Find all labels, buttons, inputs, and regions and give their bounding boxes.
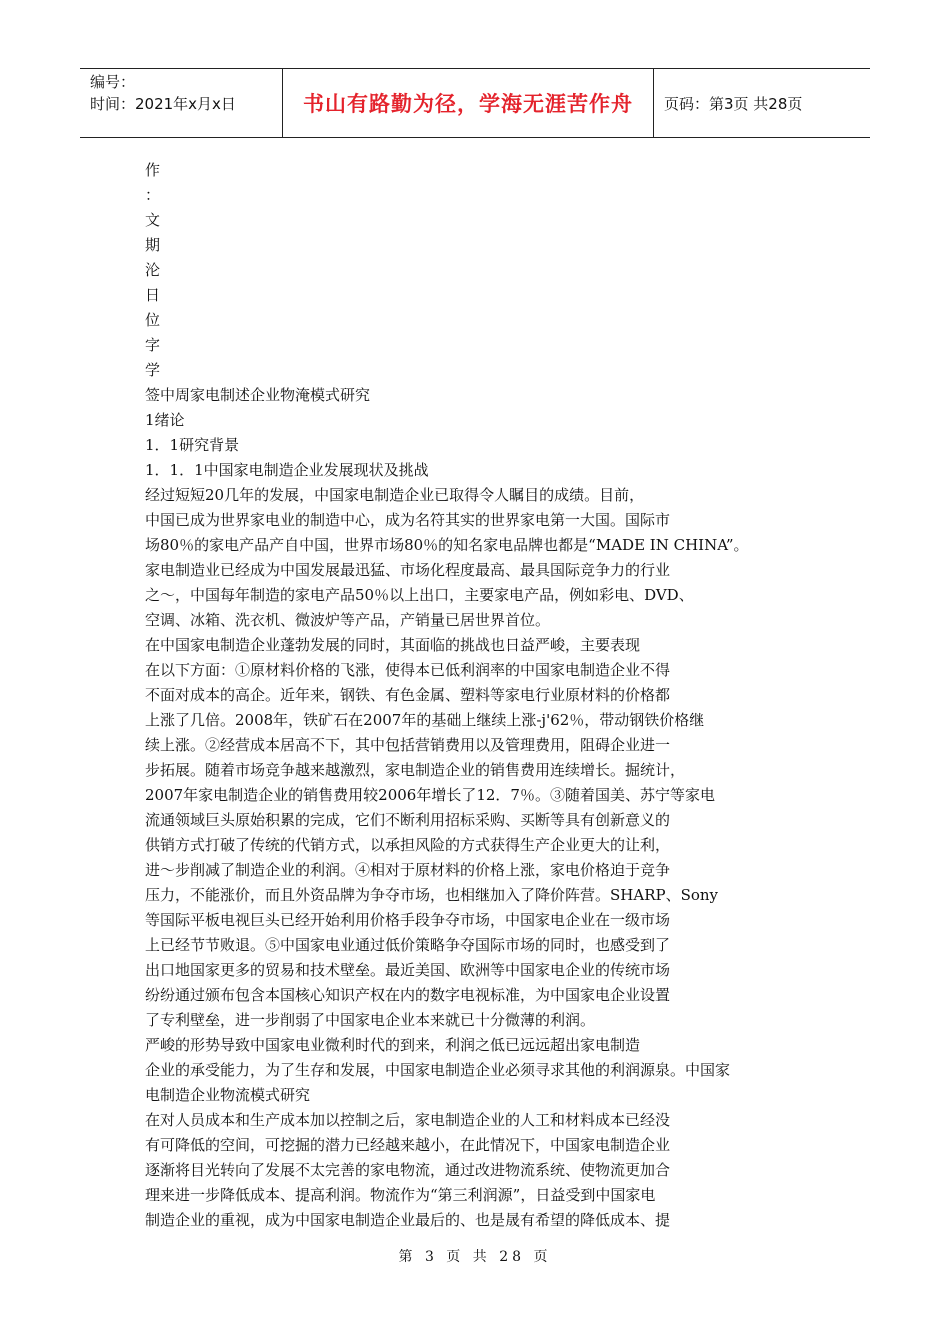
body-line: 中国已成为世界家电业的制造中心，成为名符其实的世界家电第一大国。国际市 [145, 511, 671, 529]
body-line: 纷纷通过颁布包含本国核心知识产权在内的数字电视标准，为中国家电企业设置 [145, 986, 671, 1004]
body-line: 了专利壁垒，进一步削弱了中国家电企业本来就已十分微薄的利润。 [145, 1011, 596, 1029]
body-line: 续上涨。②经营成本居高不下，其中包括营销费用以及管理费用，阻碍企业进一 [145, 736, 671, 754]
body-line: 经过短短20几年的发展，中国家电制造企业已取得令人瞩目的成绩。目前， [145, 486, 645, 504]
body-line: 严峻的形势导致中国家电业微利时代的到来，利润之低已远远超出家电制造 [145, 1036, 641, 1054]
body-line: 2007年家电制造企业的销售费用较2006年增长了12．7％。③随着国美、苏宁等家电 [145, 786, 715, 804]
body-line: 上涨了几倍。2008年，铁矿石在2007年的基础上继续上涨-j'62％，带动钢铁价格继 [145, 711, 705, 729]
header-motto: 书山有路勤为径，学海无涯苦作舟 [303, 92, 633, 116]
header-motto-cell [282, 69, 654, 137]
vertical-char: 沦 [145, 261, 161, 279]
vertical-char: 日 [145, 286, 161, 304]
body-line: 制造企业的重视，成为中国家电制造企业最后的、也是晟有希望的降低成本、提 [145, 1211, 671, 1229]
document-body [145, 158, 825, 1233]
document-number-label: 编号： [90, 73, 136, 91]
section-heading: 1绪论 [145, 411, 185, 429]
body-line: 理来进一步降低成本、提高利润。物流作为“第三利润源”，日益受到中国家电 [145, 1186, 656, 1204]
header-meta [80, 69, 282, 137]
vertical-char: 位 [145, 311, 161, 329]
vertical-char: 学 [145, 361, 161, 379]
body-line: 流通领域巨头原始积累的完成，它们不断利用招标采购、买断等具有创新意义的 [145, 811, 671, 829]
header-page-number: 页码：第3页 共28页 [664, 94, 803, 113]
body-line: 场80％的家电产品产自中国，世界市场80％的知名家电品牌也都是“MADE IN CHINA”。 [145, 536, 749, 554]
vertical-char: 文 [145, 211, 161, 229]
subsubsection-heading: 1．1．1中国家电制造企业发展现状及挑战 [145, 461, 429, 479]
subsection-heading: 1．1研究背景 [145, 436, 240, 454]
document-time-label: 时间：2021年x月x日 [90, 95, 236, 113]
body-line: 在以下方面：①原材料价格的飞涨，使得本已低利润率的中国家电制造企业不得 [145, 661, 671, 679]
page-header [80, 68, 870, 138]
vertical-char: ： [145, 186, 161, 204]
document-title: 签中周家电制述企业物淹模式研究 [145, 386, 371, 404]
body-line: 进～步削减了制造企业的利润。④相对于原材料的价格上涨，家电价格迫于竞争 [145, 861, 671, 879]
body-line: 空调、冰箱、洗衣机、微波炉等产品，产销量已居世界首位。 [145, 611, 551, 629]
body-line: 压力，不能涨价，而且外资品牌为争夺市场，也相继加入了降价阵营。SHARP、Sony [145, 886, 719, 904]
vertical-char: 作 [145, 161, 161, 179]
body-line: 家电制造业已经成为中国发展最迅猛、市场化程度最高、最具国际竞争力的行业 [145, 561, 671, 579]
vertical-char: 期 [145, 236, 161, 254]
body-line: 出口地国家更多的贸易和技术壁垒。最近美国、欧洲等中国家电企业的传统市场 [145, 961, 671, 979]
body-line: 不面对成本的高企。近年来，钢铁、有色金属、塑料等家电行业原材料的价格都 [145, 686, 671, 704]
body-line: 在对人员成本和生产成本加以控制之后，家电制造企业的人工和材料成本已经没 [145, 1111, 671, 1129]
body-line: 供销方式打破了传统的代销方式，以承担风险的方式获得生产企业更大的让利， [145, 836, 671, 854]
header-page-cell [654, 69, 870, 137]
body-line: 企业的承受能力，为了生存和发展，中国家电制造企业必须寻求其他的利润源泉。中国家 [145, 1061, 731, 1079]
body-line: 等国际平板电视巨头已经开始利用价格手段争夺市场，中国家电企业在一级市场 [145, 911, 671, 929]
body-line: 步拓展。随着市场竞争越来越激烈，家电制造企业的销售费用连续增长。掘统计， [145, 761, 686, 779]
vertical-char: 字 [145, 336, 161, 354]
body-line: 电制造企业物流模式研究 [145, 1086, 311, 1104]
body-line: 上已经节节败退。⑤中国家电业通过低价策略争夺国际市场的同时，也感受到了 [145, 936, 671, 954]
body-line: 逐渐将目光转向了发展不太完善的家电物流，通过改进物流系统、使物流更加合 [145, 1161, 671, 1179]
body-line: 之～，中国每年制造的家电产品50％以上出口，主要家电产品，例如彩电、DVD、 [145, 586, 694, 604]
body-line: 有可降低的空间，可挖掘的潜力已经越来越小，在此情况下，中国家电制造企业 [145, 1136, 671, 1154]
body-line: 在中国家电制造企业蓬勃发展的同时，其面临的挑战也日益严峻，主要表现 [145, 636, 641, 654]
page-footer: 第 3 页 共 28 页 [398, 1249, 552, 1265]
